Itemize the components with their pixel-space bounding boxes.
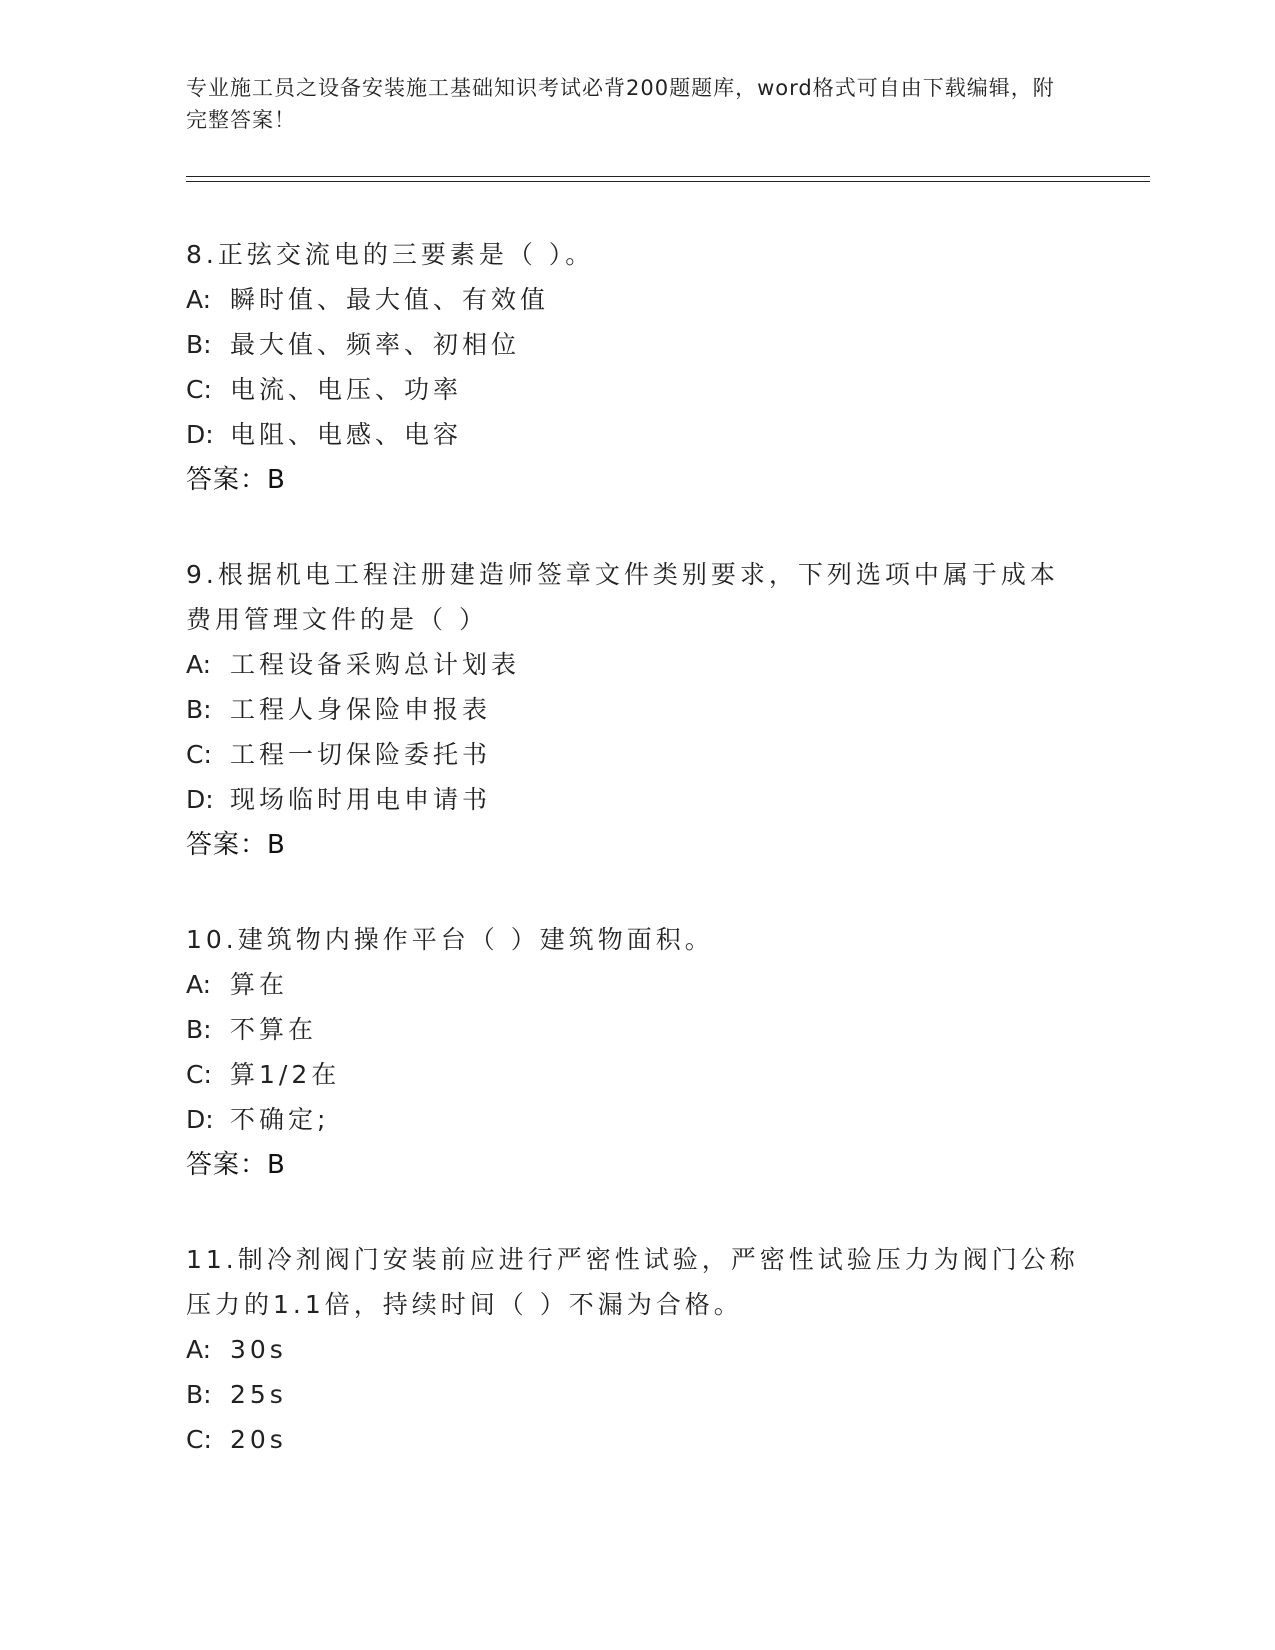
option-d	[186, 412, 1086, 457]
option-c	[186, 1417, 1086, 1462]
option-label: D:	[186, 785, 214, 814]
option-b	[186, 1007, 1086, 1052]
answer-line: 答案：B	[186, 1150, 286, 1180]
option-text: 不算在	[230, 1015, 318, 1044]
question-stem: 11.制冷剂阀门安装前应进行严密性试验，严密性试验压力为阀门公称压力的1.1倍，持续时间（ ）不漏为合格。	[186, 1245, 1079, 1319]
question-stem: 9.根据机电工程注册建造师签章文件类别要求，下列选项中属于成本费用管理文件的是（ ）	[186, 560, 1059, 634]
option-label: C:	[186, 740, 212, 769]
option-b	[186, 1372, 1086, 1417]
option-text: 现场临时用电申请书	[230, 785, 492, 814]
option-text: 工程人身保险申报表	[230, 695, 492, 724]
option-text: 30s	[230, 1335, 287, 1364]
option-a	[186, 642, 1086, 687]
option-text: 瞬时值、最大值、有效值	[230, 285, 550, 314]
option-text: 电流、电压、功率	[230, 375, 463, 404]
option-c	[186, 732, 1086, 777]
option-text: 工程设备采购总计划表	[230, 650, 521, 679]
question-stem: 8.正弦交流电的三要素是（ ）。	[186, 240, 595, 269]
option-label: D:	[186, 420, 214, 449]
option-a	[186, 1327, 1086, 1372]
option-label: A:	[186, 970, 212, 999]
option-label: A:	[186, 650, 212, 679]
answer-line: 答案：B	[186, 830, 286, 860]
option-text: 算1/2在	[230, 1060, 341, 1089]
option-text: 20s	[230, 1425, 287, 1454]
option-label: C:	[186, 1060, 212, 1089]
option-text: 电阻、电感、电容	[230, 420, 463, 449]
option-b	[186, 322, 1086, 367]
option-text: 最大值、频率、初相位	[230, 330, 521, 359]
option-c	[186, 1052, 1086, 1097]
option-a	[186, 962, 1086, 1007]
option-d	[186, 1097, 1086, 1142]
option-text: 算在	[230, 970, 289, 999]
option-c	[186, 367, 1086, 412]
header-divider	[186, 181, 1150, 182]
question-block	[186, 552, 1086, 868]
option-label: C:	[186, 375, 212, 404]
option-text: 工程一切保险委托书	[230, 740, 492, 769]
question-stem: 10.建筑物内操作平台（ ）建筑物面积。	[186, 925, 714, 954]
option-label: D:	[186, 1105, 214, 1134]
option-label: A:	[186, 285, 212, 314]
option-a	[186, 277, 1086, 322]
option-label: B:	[186, 1380, 212, 1409]
question-block	[186, 917, 1086, 1188]
option-b	[186, 687, 1086, 732]
header-divider	[186, 176, 1150, 177]
question-block	[186, 232, 1086, 503]
option-d	[186, 777, 1086, 822]
option-text: 不确定;	[230, 1105, 330, 1134]
option-label: A:	[186, 1335, 212, 1364]
question-block	[186, 1237, 1086, 1462]
option-text: 25s	[230, 1380, 287, 1409]
answer-line: 答案：B	[186, 465, 286, 495]
option-label: B:	[186, 1015, 212, 1044]
document-title: 专业施工员之设备安装施工基础知识考试必背200题题库，word格式可自由下载编辑，附完整答案！	[186, 76, 1055, 132]
option-label: B:	[186, 695, 212, 724]
option-label: B:	[186, 330, 212, 359]
option-label: C:	[186, 1425, 212, 1454]
